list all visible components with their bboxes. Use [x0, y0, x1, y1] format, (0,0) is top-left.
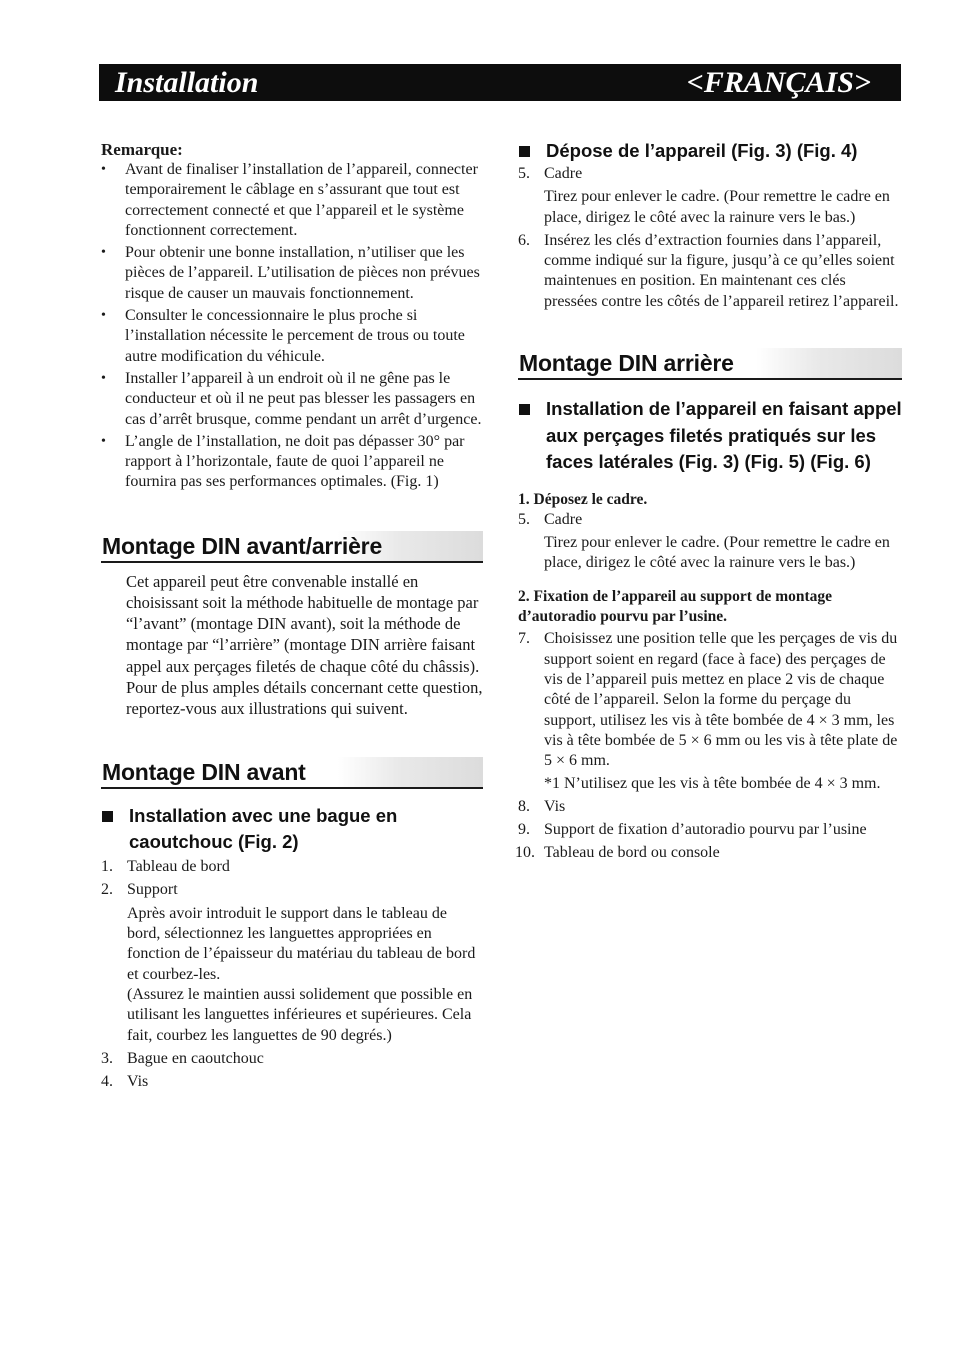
numbered-list — [518, 510, 902, 574]
square-bullet-icon — [519, 404, 530, 415]
item-text: Bague en caoutchouc — [127, 1049, 264, 1067]
section-heading-avant — [101, 757, 483, 789]
numbered-list — [515, 629, 902, 863]
subsection-heading — [518, 396, 902, 476]
section-title: Montage DIN avant/arrière — [102, 532, 383, 559]
list-item — [101, 1049, 483, 1069]
item-detail: Tirez pour enlever le cadre. (Pour remettre le cadre en place, dirigez le côté avec la rainure vers le bas.) — [544, 533, 890, 572]
subsection-heading-depose — [518, 138, 902, 164]
item-text: Support de fixation d’autoradio pourvu par l’usine — [544, 821, 867, 839]
remarque-item: • L’angle de l’installation, ne doit pas dépasser 30° par rapport à l’horizontale, faute de quoi l’appareil ne fournira pas ses performances optimales. (Fig. 1) — [101, 432, 483, 493]
item-text: Choisissez une position telle que les perçages de vis du support soient en regard (face à face) des perçages de vis de l’appareil puis mettez en place 2 vis de chaque côté de l’appareil. Selon la forme du perçage du support, utilisez les vis à tête bombée de 4 × 3 mm, les vis à tête bombée de 5 × 6 mm ou les vis à tête plate de 5 × 6 mm. — [544, 630, 898, 770]
remarque-item: • Consulter le concessionnaire le plus proche si l’installation nécessite le percement de trous ou toute autre modification du véhicule. — [101, 306, 483, 367]
item-text: Tableau de bord — [127, 858, 230, 876]
subsection-title: Installation de l’appareil en faisant appel aux perçages filetés pratiqués sur les faces latérales (Fig. 3) (Fig. 5) (Fig. 6) — [546, 398, 902, 473]
square-bullet-icon — [519, 146, 530, 157]
item-number: 5. — [518, 165, 530, 182]
list-item — [101, 1072, 483, 1092]
step-heading: 1. Déposez le cadre. — [518, 490, 648, 508]
remarque-item: • Pour obtenir une bonne installation, n’utiliser que les pièces de l’appareil. L’utilisation de pièces non prévues risque de causer un mauvais fonctionnement. — [101, 243, 483, 304]
remarque-list — [101, 160, 483, 493]
list-item — [518, 797, 902, 817]
item-text: Cadre — [544, 510, 583, 528]
item-detail: Tirez pour enlever le cadre. (Pour remettre le cadre en place, dirigez le côté avec la rainure vers le bas.) — [544, 188, 890, 226]
item-detail: (Assurez le maintien aussi solidement que possible en utilisant les languettes inférieures et supérieures. Cela fait, courbez les languettes de 90 degrés.) — [127, 985, 473, 1044]
list-item — [101, 857, 483, 877]
list-item — [515, 843, 902, 863]
remarque-title: Remarque: — [101, 140, 183, 159]
item-number: 2. — [101, 881, 113, 899]
section-paragraph: Cet appareil peut être convenable installé en choisissant soit la méthode habituelle de montage par “l’avant” (montage DIN avant), soit la méthode de montage par “l’arrière” (montage DIN arrière faisant appel aux perçages filetés de chaque côté du châssis). Pour de plus amples détails concernant cette question, reportez-vous aux illustrations qui suivent. — [126, 571, 483, 718]
item-text: Insérez les clés d’extraction fournies dans l’appareil, comme indiqué sur la figure, jusqu’à ce qu’elles soient maintenues en position. En maintenant ces clés pressées contre les côtés de l’appareil retirez l’appareil. — [544, 231, 899, 310]
remarque-item: • Installer l’appareil à un endroit où il ne gêne pas le conducteur et où il ne peut pas blesser les passagers en cas d’arrêt brusque, comme pendant un arrêt d’urgence. — [101, 369, 483, 430]
list-item — [101, 880, 483, 1045]
item-number: 1. — [101, 858, 113, 876]
subsection-heading — [101, 803, 483, 855]
page-title: Installation — [115, 66, 259, 99]
section-heading-arriere — [518, 348, 902, 380]
list-item — [518, 231, 902, 312]
item-text: Tableau de bord ou console — [544, 844, 720, 862]
item-text: Vis — [544, 797, 566, 815]
remarque-item: • Avant de finaliser l’installation de l’appareil, connecter temporairement le câblage en s’assurant que tout est correctement connecté et que l’appareil et le système fonctionnent correctement. — [101, 160, 483, 241]
item-footnote: *1 N’utilisez que les vis à tête bombée de 4 × 3 mm. — [544, 774, 881, 792]
subsection-title: Dépose de l’appareil (Fig. 3) (Fig. 4) — [546, 140, 858, 161]
list-item — [518, 820, 902, 840]
item-number: 8. — [518, 797, 530, 815]
subsection-title: Installation avec une bague en caoutchouc (Fig. 2) — [129, 805, 398, 853]
item-number: 7. — [518, 630, 530, 648]
item-number: 9. — [518, 821, 530, 839]
list-item — [518, 510, 902, 574]
list-item — [518, 164, 902, 228]
section-title: Montage DIN arrière — [519, 350, 734, 377]
section-heading-avant-arriere — [101, 531, 483, 563]
square-bullet-icon — [102, 811, 113, 822]
numbered-list — [518, 164, 902, 312]
page-header-bar — [99, 64, 901, 101]
item-number: 5. — [518, 510, 530, 528]
item-number: 6. — [518, 231, 530, 249]
section-title: Montage DIN avant — [102, 759, 306, 786]
item-text: Support — [127, 881, 178, 899]
list-item — [518, 629, 902, 793]
left-column — [101, 140, 483, 1092]
item-detail: Après avoir introduit le support dans le tableau de bord, sélectionnez les languettes appropriées en fonction de l’épaisseur du matériau du tableau de bord et courbez-les. — [127, 904, 476, 983]
numbered-list — [101, 857, 483, 1092]
right-column — [515, 138, 902, 864]
item-number: 4. — [101, 1073, 113, 1091]
language-label: <FRANÇAIS> — [686, 66, 871, 99]
item-text: Vis — [127, 1073, 149, 1091]
item-text: Cadre — [544, 165, 583, 182]
item-number: 3. — [101, 1049, 113, 1067]
item-number: 10. — [515, 844, 535, 862]
step-heading: 2. Fixation de l’appareil au support de montage d’autoradio pourvu par l’usine. — [518, 588, 833, 626]
